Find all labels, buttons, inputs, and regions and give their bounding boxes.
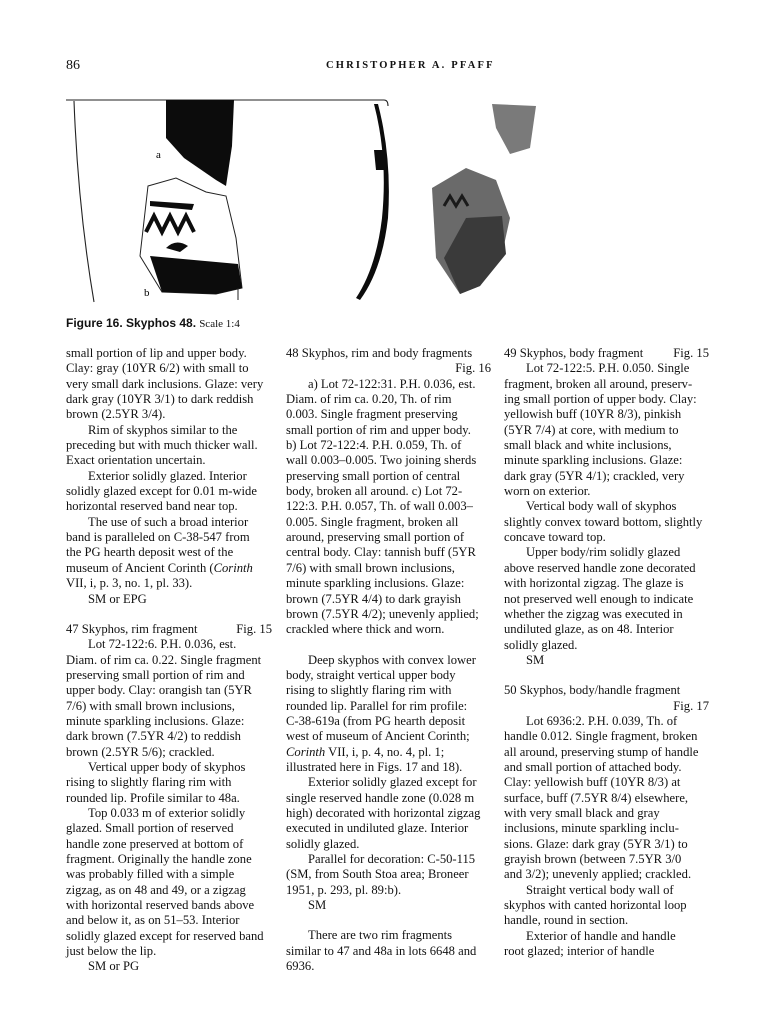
text-line: above reserved handle zone decorated bbox=[504, 560, 696, 575]
skyphos-left-wall bbox=[74, 101, 94, 302]
entry-47-heading bbox=[66, 622, 272, 637]
text-line: crackled where thick and worn. bbox=[286, 622, 445, 637]
text-line: worn on exterior. bbox=[504, 484, 591, 499]
figure-reference: Fig. 16 bbox=[455, 361, 491, 376]
text-line: rising to slightly flaring rim with bbox=[286, 683, 452, 698]
text-line: horizontal reserved band near top. bbox=[66, 499, 238, 514]
text-line: Straight vertical body wall of bbox=[526, 882, 674, 897]
text-line: and small portion of attached body. bbox=[504, 759, 682, 774]
figure-reference: Fig. 15 bbox=[236, 621, 272, 636]
text-line: solidly glazed except for reserved band bbox=[66, 928, 264, 943]
figure-reference: Fig. 15 bbox=[673, 346, 709, 360]
text-line: root glazed; interior of handle bbox=[504, 944, 655, 959]
text-line bbox=[286, 745, 491, 760]
text-line: handle 0.012. Single fragment, broken bbox=[504, 729, 698, 744]
text-line: a) Lot 72-122:31. P.H. 0.036, est. bbox=[308, 376, 476, 391]
text-column-2 bbox=[286, 346, 491, 974]
text-line: solidly glazed except for 0.01 m-wide bbox=[66, 484, 257, 499]
sherd-a-glazed bbox=[166, 100, 234, 186]
text-line: Upper body/rim solidly glazed bbox=[526, 545, 681, 560]
entry-50-title: 50 Skyphos, body/handle fragment bbox=[504, 683, 681, 698]
text-line: executed in undiluted glaze. Interior bbox=[286, 821, 469, 836]
entry-title: 47 Skyphos, rim fragment bbox=[66, 621, 198, 636]
text-line: minute sparkling inclusions. Glaze: bbox=[66, 713, 245, 728]
text-line: ing small portion of upper body. Clay: bbox=[504, 392, 697, 407]
text-line: Exterior solidly glazed. Interior bbox=[88, 468, 247, 483]
text-line: rising to slightly flaring rim with bbox=[66, 775, 232, 790]
text-line: Deep skyphos with convex lower bbox=[308, 652, 476, 667]
text-line: all around, preserving stump of handle bbox=[504, 744, 699, 759]
text-line: and below it, as on 51–53. Interior bbox=[66, 913, 240, 928]
text-line: minute sparkling inclusions. Glaze: bbox=[504, 453, 683, 468]
text-line: dark brown (7.5YR 4/2) to reddish bbox=[66, 729, 241, 744]
text-line: SM bbox=[308, 898, 327, 913]
text-line: Lot 72-122:6. P.H. 0.036, est. bbox=[88, 637, 237, 652]
text-line: VII, i, p. 3, no. 1, pl. 33). bbox=[66, 576, 193, 591]
label-b: b bbox=[144, 287, 150, 299]
text-line: with horizontal zigzag. The glaze is bbox=[504, 576, 684, 591]
text-line: similar to 47 and 48a in lots 6648 and bbox=[286, 943, 477, 958]
text-line: upper body. Clay: orangish tan (5YR bbox=[66, 683, 252, 698]
text-line: SM bbox=[526, 652, 545, 667]
text-line: 7/6) with small brown inclusions, bbox=[66, 698, 235, 713]
text-line: surface, buff (7.5YR 8/4) elsewhere, bbox=[504, 790, 689, 805]
text-line: 0.005. Single fragment, broken all bbox=[286, 514, 459, 529]
text-line: handle zone preserved at bottom of bbox=[66, 836, 244, 851]
figure-caption bbox=[66, 316, 240, 331]
text-line: west of museum of Ancient Corinth; bbox=[286, 729, 470, 744]
entry-48-title: 48 Skyphos, rim and body fragments bbox=[286, 346, 473, 360]
text-line: preserving small portion of central bbox=[286, 468, 461, 483]
text-line: Lot 72-122:5. P.H. 0.050. Single bbox=[526, 361, 690, 376]
text-column-1 bbox=[66, 346, 272, 975]
text-line: (5YR 7/4) at core, with medium to bbox=[504, 422, 679, 437]
text-line: b) Lot 72-122:4. P.H. 0.059, Th. of bbox=[286, 438, 462, 453]
text-line: not preserved well enough to indicate bbox=[504, 591, 694, 606]
text-line: just below the lip. bbox=[66, 944, 157, 959]
text-line: 0.003. Single fragment preserving bbox=[286, 407, 458, 422]
text-line: Clay: yellowish buff (10YR 8/3) at bbox=[504, 775, 681, 790]
text-line: Exterior solidly glazed except for bbox=[308, 775, 477, 790]
text-line: wall 0.003–0.005. Two joining sherds bbox=[286, 453, 477, 468]
text-line: small portion of rim and upper body. bbox=[286, 422, 471, 437]
italic-title: Corinth bbox=[213, 560, 253, 575]
text-line: The use of such a broad interior bbox=[88, 514, 249, 529]
text-line: brown (2.5YR 3/4). bbox=[66, 407, 166, 422]
text-line: inclusions, minute sparkling inclu- bbox=[504, 821, 679, 836]
text-line: Top 0.033 m of exterior solidly bbox=[88, 805, 246, 820]
text-column-3 bbox=[504, 346, 709, 959]
text-line: with horizontal reserved bands above bbox=[66, 898, 255, 913]
text-line: There are two rim fragments bbox=[308, 928, 453, 943]
text-line: small black and white inclusions, bbox=[504, 438, 672, 453]
text-line: C-38-619a (from PG hearth deposit bbox=[286, 713, 466, 728]
section-profile bbox=[356, 104, 389, 300]
text-line: undiluted glaze, as on 48. Interior bbox=[504, 622, 674, 637]
text-line: Parallel for decoration: C-50-115 bbox=[308, 852, 476, 866]
text-line: high) decorated with horizontal zigzag bbox=[286, 805, 481, 820]
text-line: body, broken all around. c) Lot 72- bbox=[286, 484, 463, 499]
text-line: band is paralleled on C-38-547 from bbox=[66, 530, 250, 545]
text-line: grayish brown (between 7.5YR 3/0 bbox=[504, 852, 682, 866]
text-line: Vertical body wall of skyphos bbox=[526, 499, 677, 514]
text-line: Diam. of rim ca. 0.20, Th. of rim bbox=[286, 392, 452, 407]
text-line: Diam. of rim ca. 0.22. Single fragment bbox=[66, 652, 262, 667]
text-line: the PG hearth deposit west of the bbox=[66, 545, 234, 560]
label-a: a bbox=[156, 149, 161, 161]
text-line: Vertical upper body of skyphos bbox=[88, 759, 246, 774]
text-line: Exterior of handle and handle bbox=[526, 928, 676, 943]
text-line: whether the zigzag was executed in bbox=[504, 606, 683, 621]
text-span: museum of Ancient Corinth ( bbox=[66, 560, 214, 575]
figure-reference: Fig. 17 bbox=[673, 698, 709, 713]
text-line: solidly glazed. bbox=[286, 836, 360, 851]
text-line: fragment, broken all around, preserv- bbox=[504, 376, 693, 391]
text-line: Exact orientation uncertain. bbox=[66, 453, 206, 468]
text-line: zigzag, as on 48 and 49, or a zigzag bbox=[66, 882, 246, 897]
entry-title: 49 Skyphos, body fragment bbox=[504, 346, 644, 360]
text-line: Clay: gray (10YR 6/2) with small to bbox=[66, 361, 249, 376]
text-line: Lot 6936:2. P.H. 0.039, Th. of bbox=[526, 713, 678, 728]
text-line: single reserved handle zone (0.028 m bbox=[286, 790, 475, 805]
text-line: and 3/2); unevenly applied; crackled. bbox=[504, 867, 692, 882]
caption-scale: Scale 1:4 bbox=[199, 318, 240, 330]
text-line: Rim of skyphos similar to the bbox=[88, 422, 238, 437]
text-line: slightly convex toward bottom, slightly bbox=[504, 514, 703, 529]
text-line: brown (2.5YR 5/6); crackled. bbox=[66, 744, 215, 759]
text-line: 6936. bbox=[286, 959, 315, 974]
text-line: 122:3. P.H. 0.057, Th. of wall 0.003– bbox=[286, 499, 473, 514]
section-profile-top bbox=[374, 150, 386, 170]
text-line: central body. Clay: tannish buff (5YR bbox=[286, 545, 476, 560]
text-line: body, straight vertical upper body bbox=[286, 667, 456, 682]
text-line: skyphos with canted horizontal loop bbox=[504, 898, 687, 913]
text-line: very small dark inclusions. Glaze: very bbox=[66, 376, 264, 391]
text-line: dark gray (5YR 4/1); crackled, very bbox=[504, 468, 685, 483]
text-line: dark gray (10YR 3/1) to dark reddish bbox=[66, 392, 254, 407]
text-line: preserving small portion of rim and bbox=[66, 667, 245, 682]
text-line bbox=[66, 561, 272, 576]
text-line: glazed. Small portion of reserved bbox=[66, 821, 234, 836]
text-line: solidly glazed. bbox=[504, 637, 578, 652]
text-line: concave toward top. bbox=[504, 530, 606, 545]
caption-title: Figure 16. Skyphos 48. bbox=[66, 316, 197, 330]
text-line: fragment. Originally the handle zone bbox=[66, 852, 252, 866]
text-line: 7/6) with small brown inclusions, bbox=[286, 560, 455, 575]
text-line: 1951, p. 293, pl. 89:b). bbox=[286, 882, 402, 897]
text-line: illustrated here in Figs. 17 and 18). bbox=[286, 759, 463, 774]
text-line: sions. Glaze: dark gray (5YR 3/1) to bbox=[504, 836, 688, 851]
text-line: with very small black and gray bbox=[504, 805, 660, 820]
text-line: small portion of lip and upper body. bbox=[66, 346, 247, 360]
text-span: VII, i, p. 4, no. 4, pl. 1; bbox=[325, 744, 445, 759]
skyphos-drawing bbox=[66, 88, 716, 313]
text-line: preceding but with much thicker wall. bbox=[66, 438, 258, 453]
text-line: yellowish buff (10YR 8/3), pinkish bbox=[504, 407, 682, 422]
text-line: around, preserving small portion of bbox=[286, 530, 465, 545]
photo-sherd-a bbox=[492, 104, 536, 154]
figure-16-illustration bbox=[66, 88, 716, 313]
text-line: minute sparkling inclusions. Glaze: bbox=[286, 576, 465, 591]
text-line: SM or EPG bbox=[88, 591, 147, 606]
text-line: SM or PG bbox=[88, 959, 140, 974]
page-number: 86 bbox=[66, 58, 80, 73]
text-line: (SM, from South Stoa area; Broneer bbox=[286, 867, 469, 882]
text-line: was probably filled with a simple bbox=[66, 867, 235, 882]
text-line: brown (7.5YR 4/2); unevenly applied; bbox=[286, 606, 479, 621]
text-line: brown (7.5YR 4/4) to dark grayish bbox=[286, 591, 461, 606]
text-line: rounded lip. Parallel for rim profile: bbox=[286, 698, 468, 713]
running-head-author: CHRISTOPHER A. PFAFF bbox=[326, 60, 495, 71]
text-line: rounded lip. Profile similar to 48a. bbox=[66, 790, 240, 805]
italic-title: Corinth bbox=[286, 744, 326, 759]
text-line: handle, round in section. bbox=[504, 913, 629, 928]
entry-49-heading bbox=[504, 346, 709, 361]
